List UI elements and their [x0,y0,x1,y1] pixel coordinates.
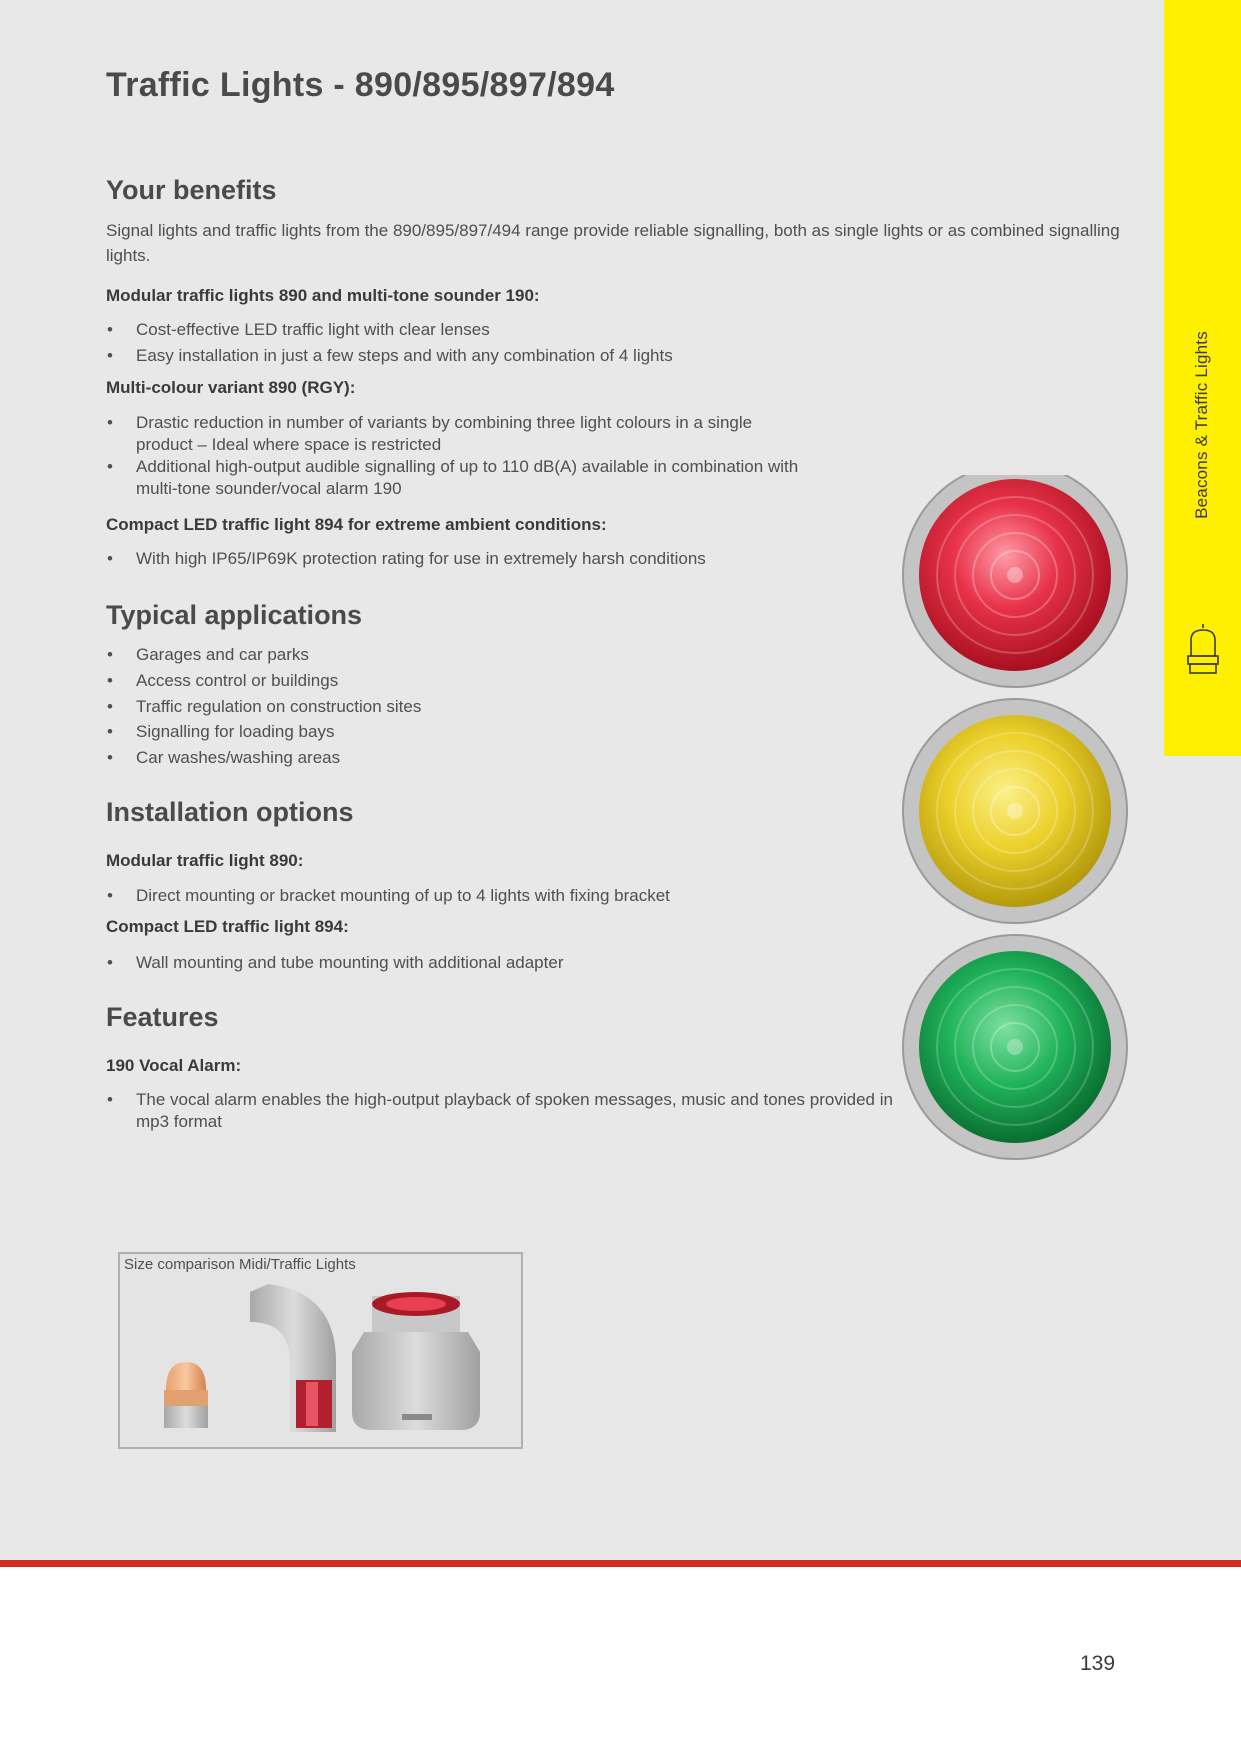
list-item: • Access control or buildings [106,668,421,694]
page-title: Traffic Lights - 890/895/897/894 [106,66,615,104]
list-item: • Traffic regulation on construction sites [106,694,421,720]
list-item: • The vocal alarm enables the high-output playback of spoken messages, music and tones provided in mp3 format [106,1089,906,1133]
green-lamp [903,935,1127,1159]
size-comparison-image [140,1282,500,1444]
red-lamp [903,475,1127,687]
list-item: • Garages and car parks [106,642,421,668]
footer-rule [0,1560,1241,1567]
page-number: 139 [1080,1652,1116,1675]
installation-list [106,952,563,974]
size-comparison-panel [118,1252,523,1449]
benefits-list [106,412,806,500]
list-item: • Wall mounting and tube mounting with additional adapter [106,952,563,974]
benefits-intro: Signal lights and traffic lights from the 890/895/897/494 range provide reliable signalling, both as single lights or as combined signalling lights. [106,221,1120,265]
benefits-heading: Your benefits [106,175,277,205]
benefits-subheading: Modular traffic lights 890 and multi-tone sounder 190: [106,286,540,305]
applications-heading: Typical applications [106,600,363,630]
list-item: • Drastic reduction in number of variants by combining three light colours in a single product – Ideal where space is restricted [106,412,806,456]
size-comparison-caption: Size comparison Midi/Traffic Lights [124,1256,356,1273]
angled-signal-light [250,1284,336,1432]
yellow-lamp [903,699,1127,923]
applications-list [106,642,421,771]
installation-heading: Installation options [106,797,354,827]
list-item: • Direct mounting or bracket mounting of up to 4 lights with fixing bracket [106,885,670,907]
list-item: • Cost-effective LED traffic light with clear lenses [106,317,673,343]
installation-subheading: Compact LED traffic light 894: [106,917,349,936]
section-tab-label: Beacons & Traffic Lights [1192,331,1211,519]
list-item: • Easy installation in just a few steps and with any combination of 4 lights [106,343,673,369]
benefits-list [106,548,706,570]
list-item: • Signalling for loading bays [106,719,421,745]
beacon-icon [1186,622,1220,678]
benefits-subheading: Multi-colour variant 890 (RGY): [106,378,356,397]
list-item: • Car washes/washing areas [106,745,421,771]
traffic-light-module [352,1292,480,1430]
midi-beacon [164,1362,208,1428]
benefits-subheading: Compact LED traffic light 894 for extreme ambient conditions: [106,515,607,534]
features-subheading: 190 Vocal Alarm: [106,1056,242,1075]
installation-subheading: Modular traffic light 890: [106,851,304,870]
benefits-list [106,317,673,369]
list-item: • With high IP65/IP69K protection rating for use in extremely harsh conditions [106,548,706,570]
installation-list [106,885,670,907]
features-list [106,1089,906,1133]
traffic-light-image [895,475,1135,1165]
list-item: • Additional high-output audible signalling of up to 110 dB(A) available in combination with multi-tone sounder/vocal alarm 190 [106,456,806,500]
features-heading: Features [106,1002,219,1032]
